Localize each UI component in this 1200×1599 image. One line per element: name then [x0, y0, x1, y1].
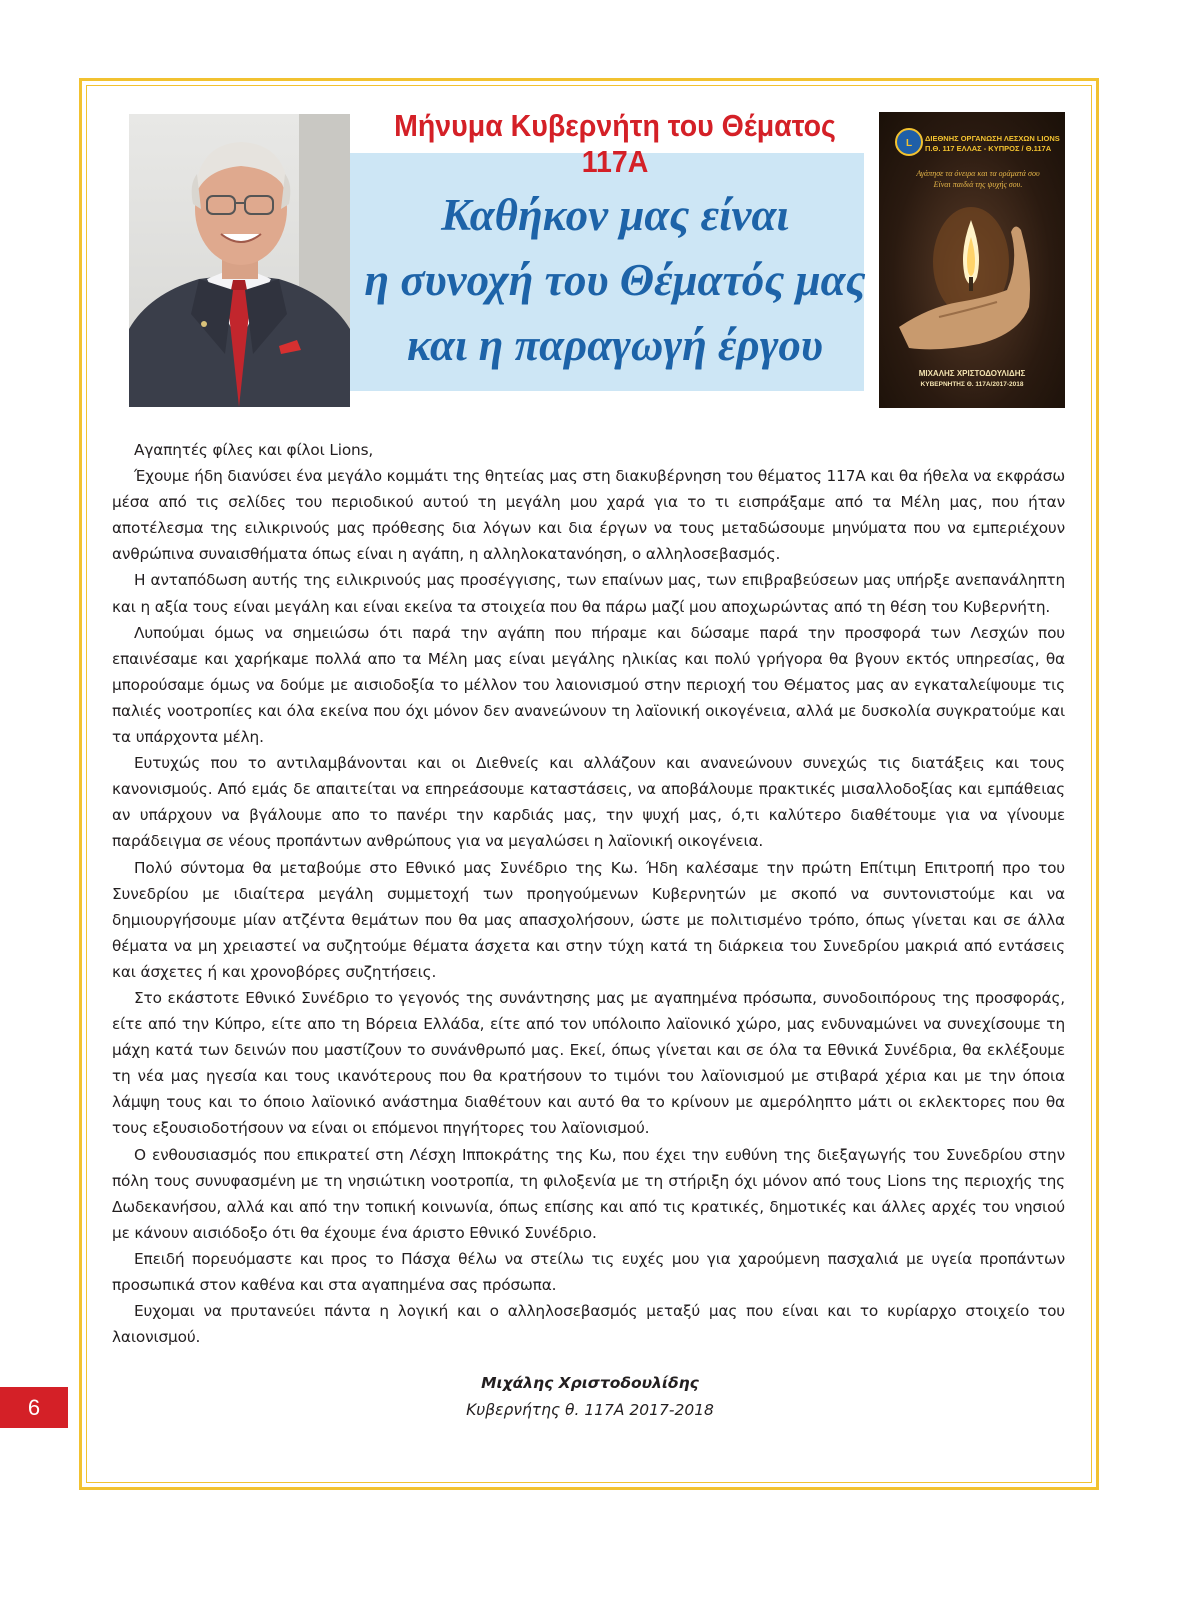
book-quote-line-2: Είναι παιδιά της ψυχής σου.	[933, 180, 1023, 189]
book-org-line-2: Π.Θ. 117 ΕΛΛΑΣ - ΚΥΠΡΟΣ / Θ.117Α	[925, 144, 1052, 153]
book-org-line-1: ΔΙΕΘΝΗΣ ΟΡΓΑΝΩΣΗ ΛΕΣΧΩΝ LIONS	[925, 134, 1060, 143]
article-title: Μήνυμα Κυβερνήτη του Θέματος 117Α	[394, 108, 836, 179]
headline-line-3: και η παραγωγή έργου	[407, 320, 823, 370]
headline-line-1: Καθήκον μας είναι	[441, 190, 789, 240]
letter-paragraph-1: Έχουμε ήδη διανύσει ένα μεγάλο κομμάτι της θητείας μας στη διακυβέρνηση του θέματος 117Α και θα ήθελα να εκφράσω μέσα από τις σελίδες του περιοδικού αυτού τη μεγάλη μου χαρά για το τι εισπράξαμε από τα Μέλη μας, που ήταν αποτέλεσμα της ειλικρινούς μας πρόθεσης δια λόγων και δια έργων να τους μεταδώσουμε μηνύματα που να εμπεριέχουν ανθρώπινα συναισθήματα όπως είναι η αγάπη, η αλληλοκατανόηση, ο αλληλοσεβασμός.	[112, 467, 1065, 564]
governor-portrait-photo	[129, 114, 350, 407]
letter-paragraph-2: Η ανταπόδωση αυτής της ειλικρινούς μας προσέγγισης, των επαίνων μας, των επιβραβεύσεων μας υπήρξε ανεπανάληπτη και η αξία τους είναι μεγάλη και είναι εκείνα τα στοιχεία που θα πάρω μαζί μου αποχωρώντας από τη θέση του Κυβερνήτη.	[112, 571, 1065, 616]
book-author-title: ΚΥΒΕΡΝΗΤΗΣ Θ. 117Α/2017-2018	[920, 381, 1024, 388]
book-author-name: ΜΙΧΑΛΗΣ ΧΡΙΣΤΟΔΟΥΛΙΔΗΣ	[918, 369, 1026, 378]
letter-greeting: Αγαπητές φίλες και φίλοι Lions,	[134, 441, 374, 459]
letter-paragraph-5: Πολύ σύντομα θα μεταβούμε στο Εθνικό μας Συνέδριο της Κω. Ήδη καλέσαμε την πρώτη Επίτιμη Επιτροπή προ του Συνεδρίου με ιδιαίτερα μεγάλη συμμετοχή των προηγούμενων Κυβερνητών με σκοπό να συντονιστούμε και να δημιουργήσουμε μίαν ατζέντα θεμάτων που θα μας απασχολήσουν, ώστε με πολιτισμένο τρόπο, όπως γίνεται και σε άλλα θέματα να μη χρειαστεί να συζητούμε θέματα άσχετα και στην τύχη κατά τη διάρκεια του Συνεδρίου μακριά από εντάσεις και άσχετες ή και χρονοβόρες συζητήσεις.	[112, 858, 1065, 981]
headline	[360, 183, 870, 378]
signature-name: Μιχάλης Χριστοδουλίδης	[481, 1374, 699, 1392]
signature-title: Κυβερνήτης θ. 117Α 2017-2018	[466, 1401, 714, 1419]
book-author	[879, 368, 1065, 390]
headline-line-2: η συνοχή του Θέματός μας	[364, 255, 866, 305]
book-quote	[903, 168, 1053, 190]
letter-paragraph-9: Ευχομαι να πρυτανεύει πάντα η λογική και ο αλληλοσεβασμός μεταξύ μας που είναι και το κυρίαρχο στοιχείο του λαιονισμού.	[112, 1302, 1065, 1347]
book-quote-line-1: Αγάπησε τα όνειρα και τα οράματά σου	[916, 169, 1040, 178]
letter-paragraph-7: Ο ενθουσιασμός που επικρατεί στη Λέσχη Ιπποκράτης της Κω, που έχει την ευθύνη της διεξαγωγής του Συνεδρίου στην πόλη τους συνυφασμένη με τη νησιώτικη νοοτροπία, τη φιλοξενία με τη στήριξη όχι μόνον από τους Lions της περιοχής της Δωδεκανήσου, αλλά και από την τοπική κοινωνία, όπως επίσης και από τις κρατικές, δημοτικές και άλλες αρχές του νησιού με κάνουν αισιόδοξο ότι θα έχουμε ένα άριστο Εθνικό Συνέδριο.	[112, 1145, 1065, 1242]
svg-text:L: L	[905, 138, 913, 149]
page-number: 6	[0, 1387, 68, 1428]
letter-paragraph-4: Ευτυχώς που το αντιλαμβάνονται και οι Διεθνείς και αλλάζουν και ανανεώνουν συνεχώς τις διατάξεις και τους κανονισμούς. Από εμάς δε απαιτείται να επηρεάσουμε καταστάσεις, να αποβάλουμε πρακτικές μισαλλοδοξίας και εμπάθειας αν υπάρχουν να βγάλουμε απο το πανέρι την καρδιάς μας, την ψυχή μας, ό,τι καλύτερο διαθέτουμε για να γίνουμε παράδειγμα σε νέους προπάντων ανθρώπους για να μεγαλώσει η λαϊονική οικογένεια.	[112, 754, 1065, 851]
letter-body	[112, 437, 1065, 1350]
book-org-text	[925, 134, 1060, 154]
letter-paragraph-6: Στο εκάστοτε Εθνικό Συνέδριο το γεγονός της συνάντησης μας με αγαπημένα πρόσωπα, συνοδοιπόρους της προσφοράς, είτε από την Κύπρο, είτε απο τη Βόρεια Ελλάδα, είτε από τον υπόλοιπο λαϊονικό χώρο, μας ενδυναμώνει να συνεχίσουμε τη μάχη κατά των δεινών που μαστίζουν το συνάνθρωπό μας. Εκεί, όπως γίνεται και σε όλα τα Εθνικά Συνέδρια, θα εκλέξουμε τη νέα μας ηγεσία και τους ικανότερους που θα κρατήσουν το τιμόνι του λαϊονισμού με στιβαρά χέρια και με την όποια λάμψη τους και το όποιο λαϊονικό ανάστημα διαθέτουν και αυτό θα το κρίνουν με αμερόληπτο μάτι οι εκλεκτορες που θα τους εξουσιοδοτήσουν να είναι οι επόμενοι πηγήτορες του λαϊονισμού.	[112, 988, 1065, 1138]
letter-paragraph-8: Επειδή πορευόμαστε και προς το Πάσχα θέλω να στείλω τις ευχές μου για χαρούμενη πασχαλιά με υγεία προπάντων προσωπικά στον καθένα και στα αγαπημένα σας πρόσωπα.	[112, 1249, 1065, 1294]
letter-paragraph-3: Λυπούμαι όμως να σημειώσω ότι παρά την αγάπη που πήραμε και δώσαμε παρά την προσφορά των Λεσχών που επαινέσαμε και χαρήκαμε πολλά απο τα Μέλη μας είναι μεγάλης ηλικίας και πολύ γρήγορα θα βγουν εκτός υπηρεσίας, θα μπορούσαμε όμως να δούμε με αισιοδοξία το μέλλον του λαιονισμού στην περιοχή του Θέματος μας αν εγκαταλείψουμε τις παλιές νοοτροπίες και όλα εκείνα που όχι μόνον δεν ανανεώνουν τη λαϊονική οικογένεια, αλλά με δυσκολία συγκρατούμε και τα υπάρχοντα μέλη.	[112, 623, 1065, 747]
book-cover-image	[879, 112, 1065, 408]
